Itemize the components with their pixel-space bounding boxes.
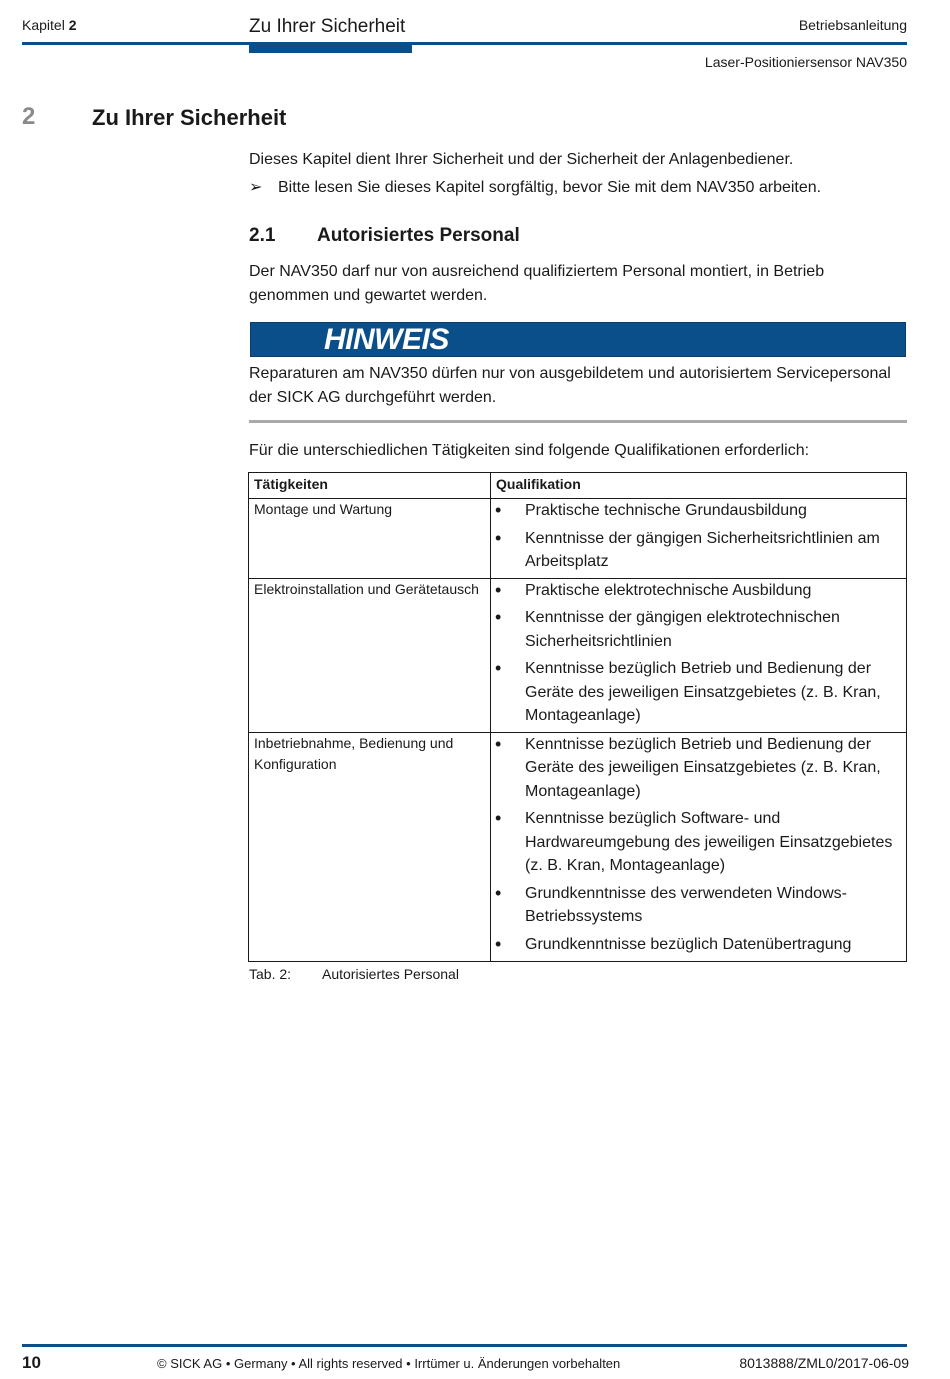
column-header-activities: Tätigkeiten	[249, 473, 491, 499]
header-rule	[22, 42, 907, 45]
qualification-list	[491, 499, 906, 574]
arrow-icon: ➢	[249, 179, 263, 196]
table-lead: Für die unterschiedlichen Tätigkeiten sind folgende Qualifikationen erforderlich:	[249, 442, 810, 459]
footer-doc-id: 8013888/ZML0/2017-06-09	[739, 1355, 909, 1371]
list-item: • Praktische technische Grundausbildung	[491, 499, 906, 523]
list-item: • Kenntnisse der gängigen Sicherheitsrichtlinien am Arbeitsplatz	[491, 527, 906, 574]
header-tab-rule	[249, 45, 412, 53]
chapter-title: Zu Ihrer Sicherheit	[92, 105, 287, 130]
list-item: • Praktische elektrotechnische Ausbildung	[491, 579, 906, 603]
table-row	[249, 578, 907, 732]
chapter-intro: Dieses Kapitel dient Ihrer Sicherheit und der Sicherheit der Anlagenbediener.	[249, 151, 794, 168]
footer-copyright: © SICK AG • Germany • All rights reserved • Irrtümer u. Änderungen vorbehalten	[157, 1356, 621, 1371]
qualification-table	[248, 472, 907, 962]
column-header-qualification: Qualifikation	[491, 473, 907, 499]
table-row	[249, 732, 907, 961]
note-rule	[249, 420, 907, 423]
qualification-cell	[491, 732, 907, 961]
list-item: • Grundkenntnisse des verwendeten Windows-Betriebssystems	[491, 882, 906, 929]
table-header-row	[249, 473, 907, 499]
list-item: • Grundkenntnisse bezüglich Datenübertragung	[491, 933, 906, 957]
activity-cell: Montage und Wartung	[249, 499, 491, 579]
table-row	[249, 499, 907, 579]
list-item: • Kenntnisse bezüglich Betrieb und Bedienung der Geräte des jeweiligen Einsatzgebietes (z. B. Kran, Montageanlage)	[491, 657, 906, 728]
header-chapter	[22, 17, 77, 33]
header-chapter-num: 2	[68, 17, 77, 33]
table-caption-text: Autorisiertes Personal	[322, 966, 459, 982]
chapter-number: 2	[22, 103, 36, 130]
activity-cell: Elektroinstallation und Gerätetausch	[249, 578, 491, 732]
section-text: Der NAV350 darf nur von ausreichend qualifiziertem Personal montiert, in Betrieb genommen und gewartet werden.	[249, 263, 825, 304]
section-title: Autorisiertes Personal	[317, 225, 520, 246]
list-item: • Kenntnisse der gängigen elektrotechnischen Sicherheitsrichtlinien	[491, 606, 906, 653]
header-chapter-prefix: Kapitel	[22, 17, 65, 33]
table-caption-label: Tab. 2:	[249, 966, 292, 982]
activity-cell: Inbetriebnahme, Bedienung und Konfiguration	[249, 732, 491, 961]
header-doc-type: Betriebsanleitung	[798, 17, 907, 33]
page-number: 10	[22, 1353, 41, 1372]
section-number: 2.1	[249, 225, 276, 246]
qualification-list	[491, 579, 906, 728]
list-item: • Kenntnisse bezüglich Software- und Hardwareumgebung des jeweiligen Einsatzgebietes (z. B. Kran, Montageanlage)	[491, 807, 906, 878]
note-label: HINWEIS	[324, 323, 449, 356]
header-product: Laser-Positioniersensor NAV350	[704, 54, 907, 70]
instruction-text: Bitte lesen Sie dieses Kapitel sorgfältig, bevor Sie mit dem NAV350 arbeiten.	[278, 179, 822, 196]
instruction-step	[249, 176, 909, 200]
list-item: • Kenntnisse bezüglich Betrieb und Bedienung der Geräte des jeweiligen Einsatzgebietes (z. B. Kran, Montageanlage)	[491, 733, 906, 804]
header-section-title: Zu Ihrer Sicherheit	[249, 16, 406, 37]
qualification-cell	[491, 578, 907, 732]
footer-rule	[22, 1344, 907, 1347]
note-text: Reparaturen am NAV350 dürfen nur von ausgebildetem und autorisiertem Servicepersonal der SICK AG durchgeführt werden.	[249, 365, 891, 406]
qualification-cell	[491, 499, 907, 579]
qualification-list	[491, 733, 906, 957]
